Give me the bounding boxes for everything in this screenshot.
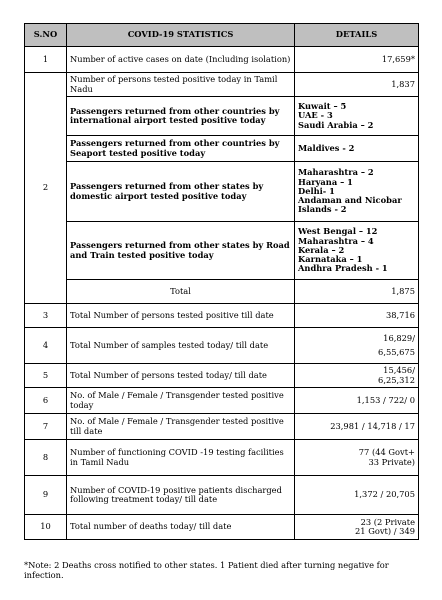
row-label: Total Number of persons tested positive till date [67, 304, 295, 328]
list-item: Saudi Arabia – 2 [298, 119, 374, 130]
value-line: 77 (44 Govt+ [358, 447, 415, 458]
row-label: Total [67, 280, 295, 304]
row-sno: 1 [25, 47, 67, 73]
row-value-list [295, 97, 419, 136]
value-line: 16,829/ [383, 332, 415, 343]
list-item: Haryana – 1 [298, 176, 353, 187]
header-statistics: COVID-19 STATISTICS [67, 24, 295, 47]
row-sno: 3 [25, 304, 67, 328]
row-label: Number of persons tested positive today in Tamil Nadu [67, 73, 295, 97]
row-label: Number of COVID-19 positive patients discharged following treatment today/ till date [67, 476, 295, 515]
list-item: Maharashtra – 4 [298, 235, 374, 246]
row-label: Passengers returned from other states by Road and Train tested positive today [67, 222, 295, 280]
row-value-list [295, 222, 419, 280]
table-row [25, 328, 419, 364]
table-row [25, 476, 419, 515]
row-label: Number of active cases on date (Including isolation) [67, 47, 295, 73]
header-details: DETAILS [295, 24, 419, 47]
header-sno: S.NO [25, 24, 67, 47]
row-value: 17,659* [295, 47, 419, 73]
row-sno: 2 [25, 73, 67, 304]
row-sno: 5 [25, 364, 67, 388]
row-value: 23,981 / 14,718 / 17 [295, 414, 419, 440]
table-row [25, 73, 419, 97]
covid-statistics-table [24, 23, 419, 540]
row-sno: 9 [25, 476, 67, 515]
row-sno: 10 [25, 515, 67, 540]
list-item: Kerala – 2 [298, 244, 345, 255]
row-label: No. of Male / Female / Transgender tested positive today [67, 388, 295, 414]
value-line: 6,25,312 [378, 374, 415, 385]
row-sno: 6 [25, 388, 67, 414]
row-value: 1,837 [295, 73, 419, 97]
table-row [25, 280, 419, 304]
row-label: Passengers returned from other states by domestic airport tested positive today [67, 162, 295, 222]
table-row [25, 222, 419, 280]
table-header-row [25, 24, 419, 47]
table-row [25, 515, 419, 540]
row-label: Number of functioning COVID -19 testing facilities in Tamil Nadu [67, 440, 295, 476]
list-item: Karnataka – 1 [298, 254, 363, 265]
row-label: Passengers returned from other countries by international airport tested positive today [67, 97, 295, 136]
table-row [25, 304, 419, 328]
row-label: Total number of deaths today/ till date [67, 515, 295, 540]
row-value: 1,372 / 20,705 [295, 476, 419, 515]
row-value: 1,153 / 722/ 0 [295, 388, 419, 414]
table-row [25, 136, 419, 162]
value-line: 33 Private) [368, 456, 415, 467]
table-row [25, 440, 419, 476]
table-row [25, 364, 419, 388]
row-value [295, 515, 419, 540]
row-label: Total Number of persons tested today/ till date [67, 364, 295, 388]
list-item: Andaman and Nicobar Islands - 2 [298, 195, 402, 215]
row-sno: 8 [25, 440, 67, 476]
row-label: Passengers returned from other countries by Seaport tested positive today [67, 136, 295, 162]
row-value-list [295, 162, 419, 222]
list-item: Kuwait – 5 [298, 101, 347, 112]
row-value [295, 440, 419, 476]
list-item: West Bengal – 12 [298, 226, 378, 237]
table-row [25, 162, 419, 222]
list-item: Maldives - 2 [298, 142, 355, 153]
list-item: Andhra Pradesh - 1 [298, 263, 388, 274]
row-sno: 7 [25, 414, 67, 440]
row-value [295, 328, 419, 364]
row-value-list [295, 136, 419, 162]
value-line: 23 (2 Private [360, 516, 415, 527]
list-item: Maharashtra – 2 [298, 167, 374, 178]
table-row [25, 97, 419, 136]
table-row [25, 388, 419, 414]
row-label: No. of Male / Female / Transgender tested positive till date [67, 414, 295, 440]
value-line: 6,55,675 [378, 347, 415, 357]
row-value [295, 364, 419, 388]
row-label: Total Number of samples tested today/ till date [67, 328, 295, 364]
list-item: Delhi- 1 [298, 185, 335, 196]
table-row [25, 47, 419, 73]
row-sno: 4 [25, 328, 67, 364]
value-line: 15,456/ [383, 365, 415, 376]
value-line: 21 Govt) / 349 [355, 526, 415, 536]
row-value: 1,875 [295, 280, 419, 304]
list-item: UAE - 3 [298, 110, 333, 121]
row-value: 38,716 [295, 304, 419, 328]
footnote: *Note: 2 Deaths cross notified to other states. 1 Patient died after turning negative for infection. [24, 560, 389, 580]
table-row [25, 414, 419, 440]
